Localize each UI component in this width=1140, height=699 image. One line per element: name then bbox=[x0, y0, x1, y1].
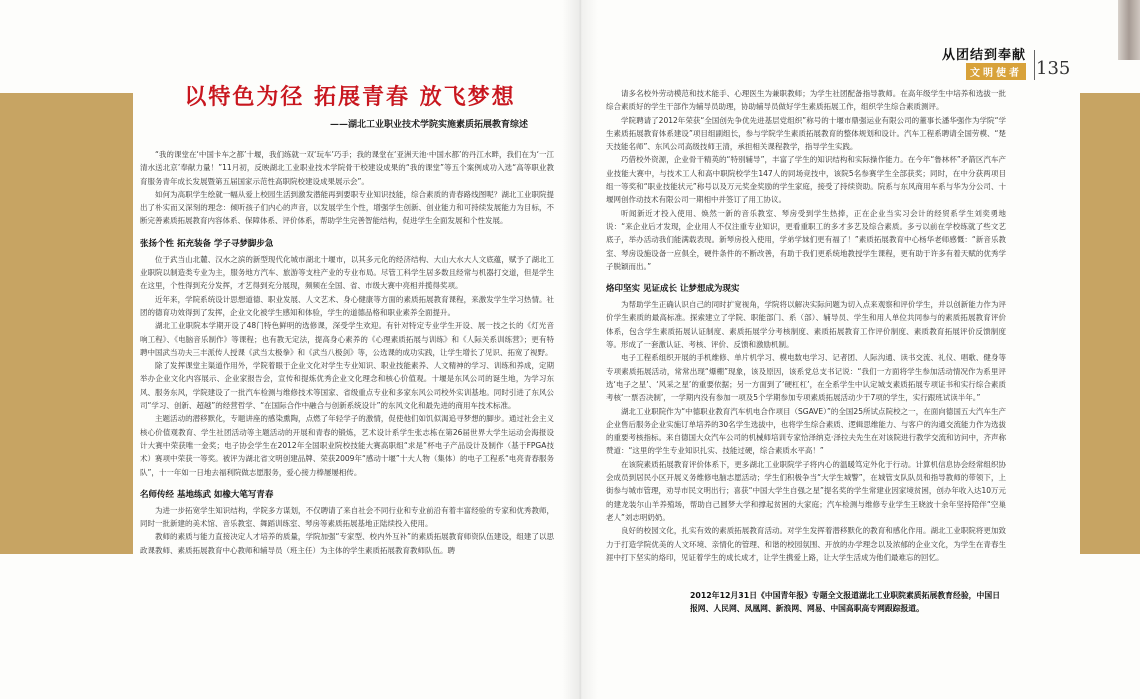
paragraph: 为帮助学生正确认识自己的同时扩宽视角，学院将以解决实际问题为切入点来观察和评价学生，并以创新能力作为评价学生素质的最高标准。探索建立了学院、职能部门、系（部）、辅导员、学生和用人单位共同参与的素质拓展教育评价体系，包含学生素质拓展认证制度、素质拓展学分考核制度、素质拓展教育工作评价制度、素质教育拓展评价反馈制度等。形成了一套激认证、考核、评价、反馈和激励机制。 bbox=[606, 300, 1006, 350]
series-title: 从团结到奉献 bbox=[942, 48, 1027, 63]
paragraph: 位于武当山北麓、汉水之滨的新型现代化城市湖北十堰市，以其多元化的经济结构、大山大水大人文底蕴，赋予了湖北工业职院以制造类专业为主，服务地方汽车、旅游等支柱产业的专业布局。尽管工科学生居多数且经常与机器打交道，但是学生在这里，个性得到充分发挥，才艺得到充分展现，频频在全国、省、市级大赛中亮相并揽得奖项。 bbox=[140, 254, 554, 291]
series-subtitle-badge: 文明使者 bbox=[966, 63, 1026, 80]
section-heading: 名师传经 基地练武 如橡大笔写青春 bbox=[140, 489, 274, 500]
section-heading: 烙印坚实 见证成长 让梦想成为现实 bbox=[606, 284, 740, 295]
paragraph: “我的课堂在‘中国卡车之都’十堰，我们练就一双‘玩车’巧手；我的课堂在‘亚洲天池·中国水都’的丹江水畔，我们在为‘一江清水送北京’奉献力量！”11月初，反映湖北工业职业技术学院骨干校建设成果的“我的课堂”等五个案例成功入选“高等职业教育服务青年成长发展暨第五届国家示范性高职院校建设成果展示会”。 bbox=[140, 150, 554, 186]
article-title: 以特色为径 拓展青春 放飞梦想 bbox=[184, 84, 516, 110]
paragraph: 为进一步拓宽学生知识结构，学院多方谋划，不仅聘请了来自社会不同行业和专业前沿有着丰富经验的专家和优秀教师，同时一批新建的美术馆、音乐教室、舞蹈训练室、琴房等素质拓展基地正陆续投入使用。 bbox=[140, 505, 554, 529]
page-edge-tab bbox=[1118, 0, 1140, 60]
paragraph: 湖北工业职院本学期开设了48门特色鲜明的选修课，深受学生欢迎。有针对特定专业学生开设、展一技之长的《灯光音响工程》、《电脑音乐制作》等课程；也有教无定法，提高身心素养的《心理素质拓展与训练》和《人际关系训练营》；更有特聘中国武当功夫三丰派传人授课《武当太极拳》和《武当八极剑》等，公选课的成功实践，让学生增长了见识、拓宽了视野。 bbox=[140, 321, 554, 357]
paragraph: 请多名校外劳动模范和技术能手、心理医生为兼职教师；为学生社团配备指导教师。在高年级学生中培养和选拔一批综合素质好的学生干部作为辅导员助理，协助辅导员做好学生素质拓展工作，组织学生综合素质测评。 bbox=[606, 89, 1006, 112]
article-subtitle: ——湖北工业职业技术学院实施素质拓展教育综述 bbox=[330, 120, 529, 130]
paragraph: 近年来，学院系统设计思想道德、职业发展、人文艺术、身心健康等方面的素质拓展教育课程，来激发学生学习热情。社团的德育功效得到了发挥，企业文化被学生感知和体验，学生的道德品格和职业素养全面提升。 bbox=[140, 294, 554, 317]
left-decorative-band bbox=[0, 93, 133, 554]
paragraph: 主题活动的潜移默化，专题讲座的感染熏陶，点燃了年轻学子的激情，促使他们如饥似渴追寻梦想的脚步。通过社会主义核心价值观教育、学生社团活动等主题活动的开展和青春的锻炼，艺术设计系学生张志栋在第26届世界大学生运动会海报设计大赛中荣获唯一金奖；电子协会学生在2012年全国职业院校技能大赛高职组“求是”杯电子产品设计及制作（基于FPGA技术）赛项中荣获一等奖。被评为湖北省文明创建品牌、荣获2009年“感动十堰”十大人物（集体）的电子工程系“电亮青春服务队”，十一年如一日地去福利院做志愿服务，爱心接力棒屡屡相传。 bbox=[140, 414, 554, 477]
section-heading: 张扬个性 拓充装备 学子寻梦脚步急 bbox=[140, 238, 274, 249]
page-header bbox=[938, 44, 1078, 80]
paragraph: 巧借校外资源，企业骨干精英的“特别辅导”，丰富了学生的知识结构和实际操作能力。在今年“鲁林杯”矛箭区汽车产业技能大赛中，与技术工人和高中职院校学生147人的同场竞技中，该院5名参赛学生全部获奖；同时，在中分获两项目组一等奖和“职业技能状元”称号以及万元奖金奖励的学生家庭，接受了持续资助。院系与东风商用车系与华为分公司、十堰网创作动技术有限公司一期相中并签订了用工协议。 bbox=[606, 155, 1006, 205]
paragraph: 电子工程系组织开展的手机维修、单片机学习、模电数电学习、记者团、人际沟通、读书交流、礼仪、唱歌、健身等专项素质拓展活动，常常出现“爆棚”现象，该及原因，该系党总支书记说：“我们一方面将学生参加活动情况作为系里评选‘电子之星’、‘风采之星’的重要依据；另一方面到了‘硬杠杠’，在全系学生中认定城支素质拓展专项证书和实行综合素质考核‘一票否决制’，一学期内没有参加一项及5个学期参加专项素质拓展活动少于7项的学生，实行跟班试读半年。” bbox=[606, 353, 1006, 403]
right-decorative-band bbox=[1080, 93, 1140, 554]
press-coverage-note: 2012年12月31日《中国青年报》专题全文报道湖北工业职院素质拓展教育经验，中国日报网、人民网、凤凰网、新浪网、网易、中国高职高专网跟踪报道。 bbox=[690, 591, 1000, 613]
paragraph: 学院聘请了2012年荣获“全国创先争优先进基层党组织”称号的十堰市鼎强运业有限公司的董事长潘华强作为学院“学生素质拓展教育体系建设”项目组副组长，参与学院学生素质拓展教育的整体规划和设计。汽车工程系聘请全国劳模、“楚天技能名师”、东风公司高级技师王清，承担相关课程教学，指导学生实践。 bbox=[606, 115, 1006, 152]
header-divider bbox=[1034, 50, 1035, 80]
paragraph: 湖北工业职院作为“中德职业教育汽车机电合作项目（SGAVE）”的全国25所试点院校之一，在面向德国五大汽车生产企业售后服务企业实施订单培养的30名学生选拔中，也将学生综合素质、逻辑思维能力、与客户的沟通交流能力作为选拔的重要考核指标。来自德国大众汽车公司的机械师培训专家恰泽纳克·泽拉夫先生在对该院进行教学交流和访问中，齐声称赞道：“这里的学生专业知识扎实、技能过硬，综合素质水平高！” bbox=[606, 406, 1006, 456]
paragraph: 在该院素质拓展教育评价体系下，更多湖北工业职院学子将内心的温暖笃定外化于行动。计算机信息协会经常组织协会成员到居民小区开展义务维修电脑志愿活动；学生们积极争当“大学生城警”，在城管支队队员和指导教师的带领下，上街参与城市管理，劝导市民文明出行；喜获“中国大学生自强之星”提名奖的学生常建业因家境贫困，创办年收入达10万元的建龙装尔山羊养殖场，帮助自己圆梦大学和撑起贫困的大家庭；汽车检测与维修专业学生王晓波十余年坚持陪伴“空巢老人”刘志明奶奶。 bbox=[606, 459, 1006, 522]
page-number: 135 bbox=[1036, 58, 1071, 79]
left-text-column bbox=[140, 148, 554, 693]
paragraph: 除了发挥课堂主渠道作用外，学院着眼于企业文化对学生专业知识、职业技能素养、人文精神的学习、训练和养成，定期举办企业文化内容展示、企业家报告会，宣传和提炼优秀企业文化理念和核心价值观。十堰是东风公司的诞生地，为学习东风、服务东风，学院建设了一批汽车检测与维修技术等国家、省级重点专业和多家东风公司校外实训基地。同时引进了东风公司“学习、创新、超越”的经营哲学、“在国际合作中融合与创新系统设计”的东风文化和最先进的商用车技术标准。 bbox=[140, 361, 554, 411]
right-text-column bbox=[606, 87, 1006, 562]
paragraph: 如何为高职学生绘就一幅从爱上校园生活到激发潜能再到要职专业知识技能，综合素质的青春路线图呢？湖北工业职院提出了朴实而又深刻的理念：倾听孩子们内心的声音，以发展学生个性，增强学生创新、创业能力和可持续发展能力为目标，不断完善素质拓展教育内容体系、保障体系、评价体系，帮助学生完善智能结构，促进学生全面发展和个性发展。 bbox=[140, 189, 554, 226]
page-fold bbox=[562, 0, 598, 699]
paragraph: 听闻新近才投入使用、焕然一新的音乐教室、琴房受到学生热捧，正在企业当实习会计的经贸系学生刘奕勇地说：“来企业后才发现，企业用人不仅注重专业知识，更看重职工的多才多艺及综合素质。多亏以前在学校练就了些文艺底子，举办活动我们能满载表现。新琴房投入使用，学弟学妹们更有福了！”素质拓展教育中心杨华老师感慨：“新音乐教室、琴房设施设备一应俱全，硬件条件的不断改善，有助于我们更系统地教授学生课程，更有助于许多有着天赋的优秀学子脱颖而出。” bbox=[606, 208, 1006, 271]
paragraph: 教师的素质与能力直接决定人才培养的质量，学院加强“专家型、校内外互补”的素质拓展教育师资队伍建设，组建了以思政课教师、素质拓展教育中心教师和辅导员（班主任）为主体的学生素质拓展教育教师队伍。聘 bbox=[140, 532, 554, 555]
paragraph: 良好的校园文化，扎实有效的素质拓展教育活动。对学生发挥着潜移默化的教育和感化作用。湖北工业职院将更加致力于打造学院优美的人文环境、亲情化的管理、和谐的校园氛围、开放的办学理念以及浓郁的企业文化，为学生在青春生涯中打下坚实的烙印，见证着学生的成长成才，让学生携爱上路，让大学生活成为他们最难忘的回忆。 bbox=[606, 526, 1006, 562]
